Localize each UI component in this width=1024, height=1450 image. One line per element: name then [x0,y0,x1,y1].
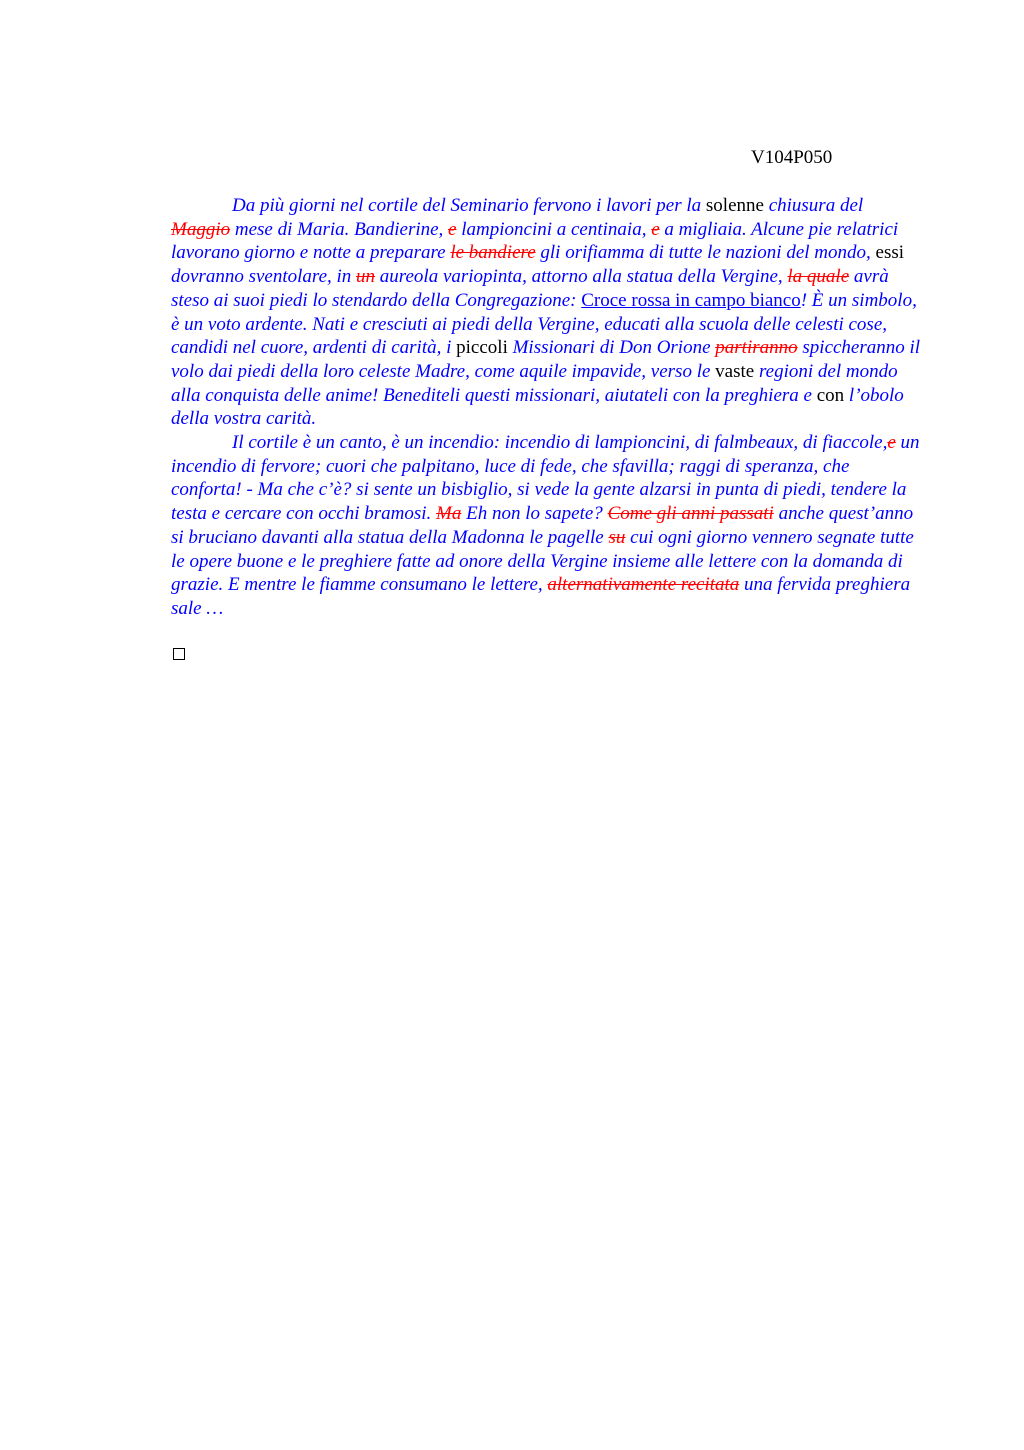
inserted-text: dovranno sventolare, in [171,266,357,288]
inserted-text: una fervida preghiera sale … [171,574,911,619]
original-text: piccoli [456,337,508,359]
underlined-text: Croce rossa in campo bianco [581,289,801,311]
inserted-text: avrà steso ai suoi piedi lo stendardo della Congregazione: [171,266,889,311]
original-text: solenne [705,195,764,216]
inserted-text: lampioncini a centinaia, [456,218,652,240]
deleted-text: alternativamente recitata [547,574,740,596]
document-body [171,194,923,621]
deleted-text: partiranno [715,337,798,359]
inserted-text: cui ogni giorno vennero segnate tutte le opere buone e le preghiere fatte ad onore della Vergine insieme alle lettere con la domanda di grazie. E mentre le fiamme consumano le lettere, [171,526,914,596]
inserted-text: aureola variopinta, attorno alla statua della Vergine, [375,266,788,288]
inserted-text: Da più giorni nel cortile del Seminario fervono i lavori per la [232,195,706,216]
inserted-text: Eh non lo sapete? [461,503,608,525]
inserted-text: ! È un simbolo, è un voto ardente. Nati e cresciuti ai piedi della Vergine, educati alla scuola delle celesti cose, candidi nel cuore, ardenti di carità, i [171,289,917,359]
deleted-text: e [651,218,660,240]
deleted-text: Ma [436,503,462,525]
inserted-text: un incendio di fervore; cuori che palpitano, luce di fede, che sfavilla; raggi di speranza, che conforta! - Ma che c’è? si sente un bisbiglio, si vede la gente alzarsi in punta di piedi, tendere la testa e cercare con occhi bramosi. [171,432,920,525]
original-text: con [816,384,845,406]
original-text: vaste [715,360,755,382]
inserted-text: Il cortile è un canto, è un incendio: incendio di lampioncini, di falmbeaux, di fiaccole, [232,432,888,454]
deleted-text: Come gli anni passati [607,503,774,525]
inserted-text: anche quest’anno si bruciano davanti alla statua della Madonna le pagelle [171,503,914,548]
deleted-text: un [356,266,376,288]
inserted-text: chiusura del [763,195,864,216]
inserted-text: l’obolo della vostra carità. [171,384,904,430]
deleted-text: le bandiere [450,242,536,264]
paragraph-2 [171,431,923,621]
inserted-text: mese di Maria. Bandierine, [230,218,449,240]
deleted-text: la quale [787,266,850,288]
inserted-text: regioni del mondo alla conquista delle anime! Benediteli questi missionari, aiutateli con la preghiera e [171,360,898,406]
deleted-text: Maggio [171,218,231,240]
deleted-text: e [448,218,457,240]
inserted-text: Missionari di Don Orione [507,337,716,359]
document-code: V104P050 [751,147,833,168]
original-text: essi [875,242,905,264]
inserted-text: a migliaia. Alcune pie relatrici lavorano giorno e notte a preparare [171,218,899,264]
end-marker-box [173,648,185,660]
inserted-text: gli orifiamma di tutte le nazioni del mondo, [535,242,876,264]
paragraph-1 [171,194,923,431]
deleted-text: e [887,432,896,454]
deleted-text: su [608,526,626,548]
inserted-text: spiccheranno il volo dai piedi della loro celeste Madre, come aquile impavide, verso le [171,337,921,382]
